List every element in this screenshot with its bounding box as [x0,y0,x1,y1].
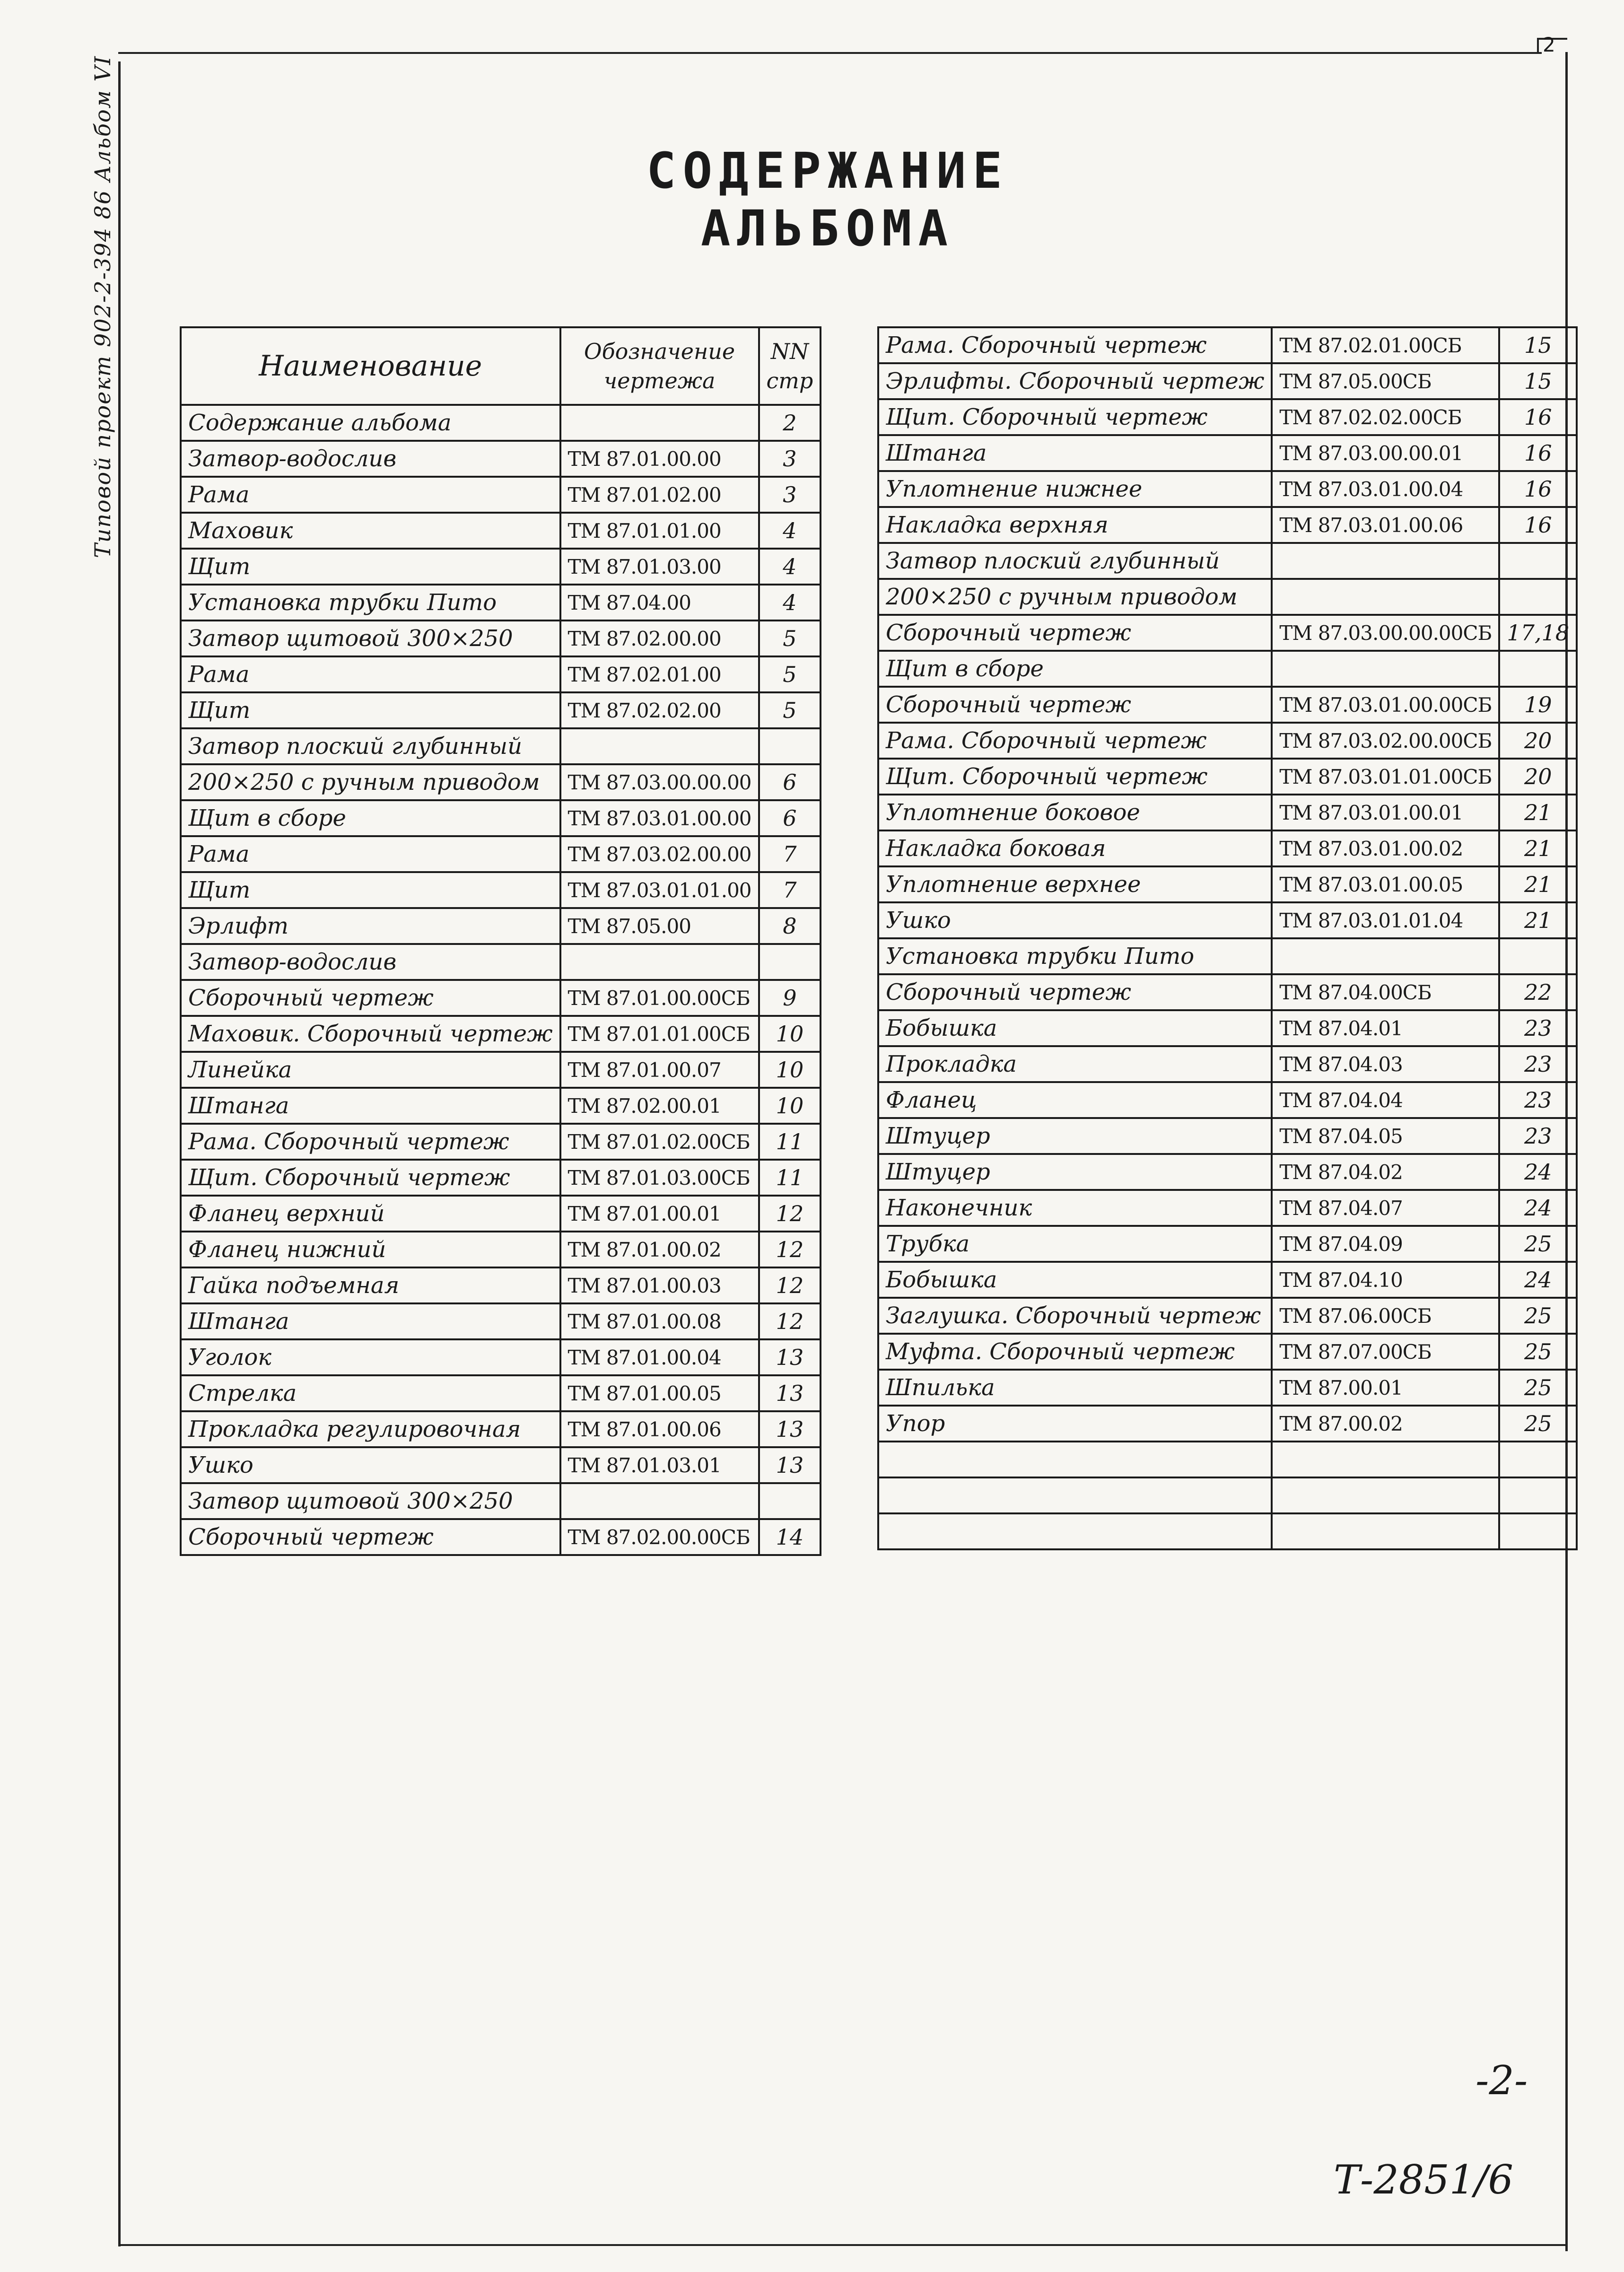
row-page [759,944,821,980]
row-page: 11 [759,1124,821,1160]
table-row [181,1052,821,1088]
table-row [878,1118,1577,1154]
table-row [878,1190,1577,1226]
table-row [878,1082,1577,1118]
table-row [181,800,821,836]
row-code: ТМ 87.04.02 [1272,1154,1499,1190]
row-name: Наконечник [878,1190,1272,1226]
row-name: Штанга [878,435,1272,471]
row-page [1499,1513,1577,1549]
row-code: ТМ 87.02.00.00СБ [560,1519,759,1555]
frame-top-border [118,52,1542,54]
table-row [181,872,821,908]
row-page: 21 [1499,866,1577,902]
row-page: 24 [1499,1190,1577,1226]
row-page: 21 [1499,902,1577,938]
table-row [181,405,821,441]
row-page: 3 [759,441,821,477]
row-page: 4 [759,513,821,549]
table-row [181,728,821,764]
row-code: ТМ 87.02.01.00 [560,656,759,692]
row-page: 5 [759,656,821,692]
row-code: ТМ 87.01.00.05 [560,1375,759,1411]
row-code: ТМ 87.04.09 [1272,1226,1499,1262]
frame-bottom-border [118,2244,1568,2246]
table-row [181,441,821,477]
row-page: 23 [1499,1118,1577,1154]
header-code: Обозначение чертежа [560,327,759,405]
row-name: Рама [181,477,560,513]
table-row [181,1519,821,1555]
table-row [181,549,821,585]
row-page: 6 [759,800,821,836]
row-name: Уплотнение нижнее [878,471,1272,507]
row-name: Заглушка. Сборочный чертеж [878,1298,1272,1334]
row-page: 13 [759,1339,821,1375]
row-page: 5 [759,692,821,728]
table-row [181,513,821,549]
row-page: 10 [759,1052,821,1088]
row-code: ТМ 87.03.01.01.04 [1272,902,1499,938]
row-name: Штуцер [878,1154,1272,1190]
row-page: 12 [759,1267,821,1303]
table-row [181,1232,821,1267]
row-page: 12 [759,1303,821,1339]
table-row [878,1370,1577,1406]
row-code: ТМ 87.03.01.00.00 [560,800,759,836]
table-row [878,579,1577,615]
table-row [181,1124,821,1160]
row-page: 17,18 [1499,615,1577,651]
row-name [878,1442,1272,1477]
row-code: ТМ 87.03.01.01.00 [560,872,759,908]
row-code: ТМ 87.04.00СБ [1272,974,1499,1010]
table-row [878,759,1577,795]
table-row [181,585,821,620]
row-name: Затвор щитовой 300×250 [181,1483,560,1519]
row-code: ТМ 87.03.02.00.00 [560,836,759,872]
contents-right-body [878,327,1577,1549]
table-row [181,1267,821,1303]
row-name: Рама. Сборочный чертеж [878,723,1272,759]
row-name: Рама [181,836,560,872]
table-row [181,908,821,944]
row-name: Сборочный чертеж [181,1519,560,1555]
row-code: ТМ 87.01.00.04 [560,1339,759,1375]
frame-left-border [118,61,121,2246]
row-name: Щит. Сборочный чертеж [878,399,1272,435]
row-code: ТМ 87.03.00.00.00 [560,764,759,800]
table-row [878,543,1577,579]
table-row [878,902,1577,938]
row-name: Сборочный чертеж [181,980,560,1016]
row-name: Щит. Сборочный чертеж [181,1160,560,1196]
row-code: ТМ 87.04.07 [1272,1190,1499,1226]
row-code [1272,543,1499,579]
table-row [181,692,821,728]
row-page: 23 [1499,1082,1577,1118]
table-row [878,1262,1577,1298]
row-code: ТМ 87.01.00.02 [560,1232,759,1267]
row-code [1272,651,1499,687]
row-page: 11 [759,1160,821,1196]
contents-table-left [180,326,821,1556]
table-row [878,687,1577,723]
row-code: ТМ 87.05.00 [560,908,759,944]
row-code: ТМ 87.03.01.01.00СБ [1272,759,1499,795]
row-page: 15 [1499,363,1577,399]
row-page: 21 [1499,795,1577,830]
row-code [1272,938,1499,974]
row-name: Щит [181,692,560,728]
side-project-label: Типовой проект 902-2-394 86 Альбом VI [90,55,115,558]
row-page: 23 [1499,1010,1577,1046]
row-code: ТМ 87.03.01.00.06 [1272,507,1499,543]
row-name: Уплотнение боковое [878,795,1272,830]
row-name: Сборочный чертеж [878,974,1272,1010]
row-code: ТМ 87.03.02.00.00СБ [1272,723,1499,759]
row-name: Щит. Сборочный чертеж [878,759,1272,795]
row-page: 5 [759,620,821,656]
row-code: ТМ 87.02.02.00СБ [1272,399,1499,435]
table-row [878,399,1577,435]
table-row [181,980,821,1016]
row-code: ТМ 87.01.02.00 [560,477,759,513]
row-page: 12 [759,1232,821,1267]
row-name: Уплотнение верхнее [878,866,1272,902]
row-name: Содержание альбома [181,405,560,441]
row-code: ТМ 87.01.00.00 [560,441,759,477]
row-name: Сборочный чертеж [878,687,1272,723]
row-code: ТМ 87.02.02.00 [560,692,759,728]
row-code: ТМ 87.01.03.00 [560,549,759,585]
row-code: ТМ 87.02.00.01 [560,1088,759,1124]
row-name: Эрлифт [181,908,560,944]
row-page [759,728,821,764]
row-page [1499,1442,1577,1477]
table-row [181,1196,821,1232]
row-page: 24 [1499,1262,1577,1298]
row-name: Накладка боковая [878,830,1272,866]
row-page: 15 [1499,327,1577,363]
row-name: Фланец нижний [181,1232,560,1267]
row-code: ТМ 87.01.03.01 [560,1447,759,1483]
table-row [878,1442,1577,1477]
row-code: ТМ 87.03.01.00.00СБ [1272,687,1499,723]
table-header-row [181,327,821,405]
table-row [181,1339,821,1375]
row-page: 7 [759,836,821,872]
row-name: Ушко [181,1447,560,1483]
row-page: 16 [1499,399,1577,435]
page-title: СОДЕРЖАНИЕ АЛЬБОМА [646,142,1009,257]
table-row [878,830,1577,866]
table-row [181,1016,821,1052]
row-page [759,1483,821,1519]
row-page: 19 [1499,687,1577,723]
row-code: ТМ 87.04.10 [1272,1262,1499,1298]
table-row [878,723,1577,759]
row-page: 21 [1499,830,1577,866]
row-name: Рама. Сборочный чертеж [878,327,1272,363]
row-name: Линейка [181,1052,560,1088]
row-code: ТМ 87.01.03.00СБ [560,1160,759,1196]
row-name: Трубка [878,1226,1272,1262]
row-name: Установка трубки Пито [878,938,1272,974]
row-page: 4 [759,585,821,620]
row-name [878,1477,1272,1513]
row-name [878,1513,1272,1549]
row-page: 22 [1499,974,1577,1010]
row-name: Затвор плоский глубинный [181,728,560,764]
row-name: Щит [181,872,560,908]
row-page: 25 [1499,1370,1577,1406]
row-code [1272,1442,1499,1477]
row-page: 10 [759,1016,821,1052]
row-page: 23 [1499,1046,1577,1082]
row-code: ТМ 87.00.01 [1272,1370,1499,1406]
row-page: 25 [1499,1226,1577,1262]
row-code [1272,1477,1499,1513]
table-row [878,363,1577,399]
row-code: ТМ 87.02.00.00 [560,620,759,656]
table-row [878,1046,1577,1082]
row-name: Фланец [878,1082,1272,1118]
row-code: ТМ 87.05.00СБ [1272,363,1499,399]
header-page: NN стр [759,327,821,405]
row-code [560,405,759,441]
row-page: 16 [1499,435,1577,471]
row-page: 20 [1499,759,1577,795]
row-code: ТМ 87.03.01.00.01 [1272,795,1499,830]
row-name: Штуцер [878,1118,1272,1154]
row-name: Установка трубки Пито [181,585,560,620]
document-code: Т-2851/6 [1334,2157,1513,2203]
row-code: ТМ 87.01.00.07 [560,1052,759,1088]
row-page [1499,1477,1577,1513]
table-row [878,1406,1577,1442]
row-name: Щит [181,549,560,585]
header-name: Наименование [181,327,560,405]
row-code [560,1483,759,1519]
row-page: 25 [1499,1406,1577,1442]
row-code: ТМ 87.01.01.00 [560,513,759,549]
table-row [878,795,1577,830]
row-code: ТМ 87.01.00.08 [560,1303,759,1339]
table-row [878,435,1577,471]
row-name: Упор [878,1406,1272,1442]
row-name: 200×250 с ручным приводом [878,579,1272,615]
row-page [1499,938,1577,974]
table-row [878,1298,1577,1334]
row-code [1272,579,1499,615]
table-row [878,1010,1577,1046]
row-page: 14 [759,1519,821,1555]
row-name: Затвор плоский глубинный [878,543,1272,579]
table-row [181,620,821,656]
row-name: Накладка верхняя [878,507,1272,543]
row-page: 13 [759,1411,821,1447]
table-row [878,1513,1577,1549]
table-row [181,1303,821,1339]
row-code: ТМ 87.04.04 [1272,1082,1499,1118]
row-code: ТМ 87.06.00СБ [1272,1298,1499,1334]
table-row [181,944,821,980]
row-code: ТМ 87.07.00СБ [1272,1334,1499,1370]
table-row [181,764,821,800]
row-name: Штанга [181,1088,560,1124]
row-name: Щит в сборе [878,651,1272,687]
row-name: Затвор-водослив [181,944,560,980]
row-page [1499,579,1577,615]
row-page: 2 [759,405,821,441]
row-name: Рама. Сборочный чертеж [181,1124,560,1160]
row-code [560,944,759,980]
row-page: 7 [759,872,821,908]
row-name: Маховик. Сборочный чертеж [181,1016,560,1052]
row-code: ТМ 87.04.05 [1272,1118,1499,1154]
table-row [878,327,1577,363]
row-code: ТМ 87.03.00.00.01 [1272,435,1499,471]
row-page: 12 [759,1196,821,1232]
row-code [560,728,759,764]
row-name: Бобышка [878,1262,1272,1298]
row-name: Затвор щитовой 300×250 [181,620,560,656]
table-row [181,1411,821,1447]
table-row [181,1160,821,1196]
table-row [878,471,1577,507]
row-name: Щит в сборе [181,800,560,836]
row-name: Эрлифты. Сборочный чертеж [878,363,1272,399]
row-code: ТМ 87.04.00 [560,585,759,620]
table-row [181,477,821,513]
table-row [181,1483,821,1519]
row-code: ТМ 87.01.00.06 [560,1411,759,1447]
row-page: 13 [759,1375,821,1411]
row-page: 16 [1499,471,1577,507]
contents-table-right [877,326,1578,1550]
row-code: ТМ 87.01.00.03 [560,1267,759,1303]
row-name: Стрелка [181,1375,560,1411]
table-row [181,1088,821,1124]
row-code: ТМ 87.01.02.00СБ [560,1124,759,1160]
row-page [1499,651,1577,687]
row-page: 9 [759,980,821,1016]
row-page: 20 [1499,723,1577,759]
contents-left-body [181,405,821,1555]
row-name: Ушко [878,902,1272,938]
row-page: 6 [759,764,821,800]
row-code: ТМ 87.00.02 [1272,1406,1499,1442]
table-row [878,1226,1577,1262]
row-code: ТМ 87.04.01 [1272,1010,1499,1046]
row-name: Уголок [181,1339,560,1375]
row-page: 25 [1499,1334,1577,1370]
row-name: Муфта. Сборочный чертеж [878,1334,1272,1370]
row-page: 16 [1499,507,1577,543]
row-code: ТМ 87.01.00.01 [560,1196,759,1232]
page-number: -2- [1476,2057,1528,2104]
row-code: ТМ 87.01.00.00СБ [560,980,759,1016]
row-page: 8 [759,908,821,944]
row-page: 3 [759,477,821,513]
row-code: ТМ 87.03.01.00.05 [1272,866,1499,902]
row-name: Гайка подъемная [181,1267,560,1303]
row-name: Затвор-водослив [181,441,560,477]
row-name: Прокладка [878,1046,1272,1082]
row-page: 13 [759,1447,821,1483]
table-row [878,866,1577,902]
row-code: ТМ 87.01.01.00СБ [560,1016,759,1052]
row-name: Рама [181,656,560,692]
row-page [1499,543,1577,579]
row-code: ТМ 87.04.03 [1272,1046,1499,1082]
row-name: Сборочный чертеж [878,615,1272,651]
table-row [181,836,821,872]
table-row [878,974,1577,1010]
row-name: Фланец верхний [181,1196,560,1232]
corner-box-left [1537,38,1539,54]
table-row [181,656,821,692]
row-name: Прокладка регулировочная [181,1411,560,1447]
row-name: Штанга [181,1303,560,1339]
table-row [878,938,1577,974]
row-name: Шпилька [878,1370,1272,1406]
table-row [878,1154,1577,1190]
table-row [181,1375,821,1411]
row-page: 10 [759,1088,821,1124]
row-page: 4 [759,549,821,585]
table-row [878,1334,1577,1370]
table-row [878,651,1577,687]
row-page: 24 [1499,1154,1577,1190]
sheet-corner-number: 2 [1543,33,1555,56]
table-row [878,615,1577,651]
row-name: Маховик [181,513,560,549]
table-row [878,1477,1577,1513]
row-code: ТМ 87.03.01.00.02 [1272,830,1499,866]
row-name: 200×250 с ручным приводом [181,764,560,800]
row-code: ТМ 87.03.00.00.00СБ [1272,615,1499,651]
row-page: 25 [1499,1298,1577,1334]
row-code: ТМ 87.02.01.00СБ [1272,327,1499,363]
table-row [878,507,1577,543]
row-name: Бобышка [878,1010,1272,1046]
row-code: ТМ 87.03.01.00.04 [1272,471,1499,507]
table-row [181,1447,821,1483]
row-code [1272,1513,1499,1549]
